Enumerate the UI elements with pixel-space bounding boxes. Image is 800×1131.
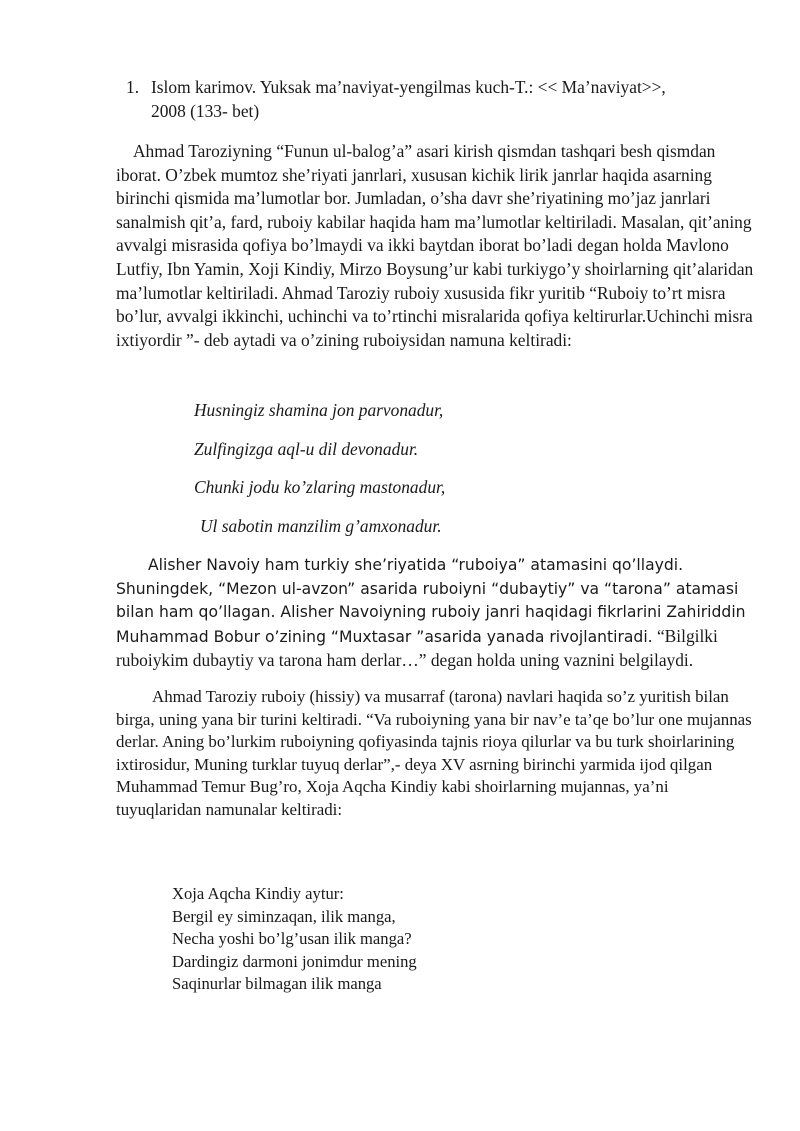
ruboiy-poem [194, 399, 445, 553]
footnote-line-2: 2008 (133- bet) [151, 100, 260, 121]
paragraph-tuyuq-text: Ahmad Taroziy ruboiy (hissiy) va musarraf (tarona) navlari haqida so’z yuritish bilan birga, uning yana bir turini keltiradi. “Va ruboiyning yana bir nav’e ta’qe bo’lur one mujannas derlar. Aning bo’lurkim ruboiyning qofiyasinda tajnis rioya qilurlar va bu turk shoirlarining ixtirosidur, Muning turklar tuyuq derlar”,- deya XV asrning birinchi yarmida ijod qilgan Muhammad Temur Bug’ro, Xoja Aqcha Kindiy kabi shoirlarning mujannas, ya’ni tuyuqlaridan namunalar keltiradi: [116, 687, 752, 819]
footnote-number: 1. [126, 77, 140, 97]
footnote [126, 76, 746, 123]
paragraph-navoiy [116, 554, 756, 674]
paragraph-taroziy-intro: Ahmad Taroziyning “Funun ul-balog’a” asari kirish qismdan tashqari besh qismdan iborat. O’zbek mumtoz she’riyati janrlari, xususan kichik lirik janrlar haqida asarning birinchi qismida ma’lumotlar bor. Jumladan, o’sha davr she’riyatining mo’jaz janrlari sanalmish qit’a, fard, ruboiy kabilar haqida ham ma’lumotlar keltiriladi. Masalan, qit’aning avvalgi misrasida qofiya bo’lmaydi va ikki baytdan iborat bo’ladi degan holda Mavlono Lutfiy, Ibn Yamin, Xoji Kindiy, Mirzo Boysung’ur kabi turkiygo’y shoirlarning qit’alaridan ma’lumotlar keltiriladi. Ahmad Taroziy ruboiy xususida fikr yuritib “Ruboiy to’rt misra bo’lur, avvalgi ikkinchi, uchinchi va to’rtinchi misralarida qofiya keltirurlar.Uchinchi misra ixtiyordir ”- deb aytadi va o’zining ruboiysidan namuna keltiradi: [116, 141, 754, 350]
paragraph-navoiy-serif-text: “Bilgilki ruboiykim dubaytiy va tarona ham derlar…” degan holda uning vaznini belgilaydi. [116, 625, 718, 671]
poem-line: Chunki jodu ko’zlaring mastonadur, [194, 477, 446, 497]
poem-line: Bergil ey siminzaqan, ilik manga, [172, 906, 396, 926]
footnote-line-1: Islom karimov. Yuksak ma’naviyat-yengilmas kuch-T.: << Ma’naviyat>>, [151, 77, 666, 97]
poem-line: Necha yoshi bo’lg’usan ilik manga? [172, 929, 412, 949]
paragraph-tuyuq [116, 686, 756, 821]
poem-line: Dardingiz darmoni jonimdur mening [172, 951, 417, 971]
poem-heading: Xoja Aqcha Kindiy aytur: [172, 884, 344, 903]
poem-line: Zulfingizga aql-u dil devonadur. [194, 438, 419, 459]
paragraph-navoiy-sans-text: Alisher Navoiy ham turkiy she’riyatida “ruboiya” atamasini qo’llaydi. Shuningdek, “Mezon ul-avzon” asarida ruboiyni “dubaytiy” va “tarona” atamasi bilan ham qo’llagan. Alisher Navoiyning ruboiy janri haqidagi fikrlarini Zahiriddin Muhammad Bobur o’zining “Muxtasar ”asarida yanada rivojlantiradi. [116, 556, 746, 646]
poem-line: Husningiz shamina jon parvonadur, [194, 400, 444, 420]
poem-line: Ul sabotin manzilim g’amxonadur. [200, 515, 442, 536]
tuyuq-poem [172, 883, 417, 996]
poem-line: Saqinurlar bilmagan ilik manga [172, 974, 382, 994]
